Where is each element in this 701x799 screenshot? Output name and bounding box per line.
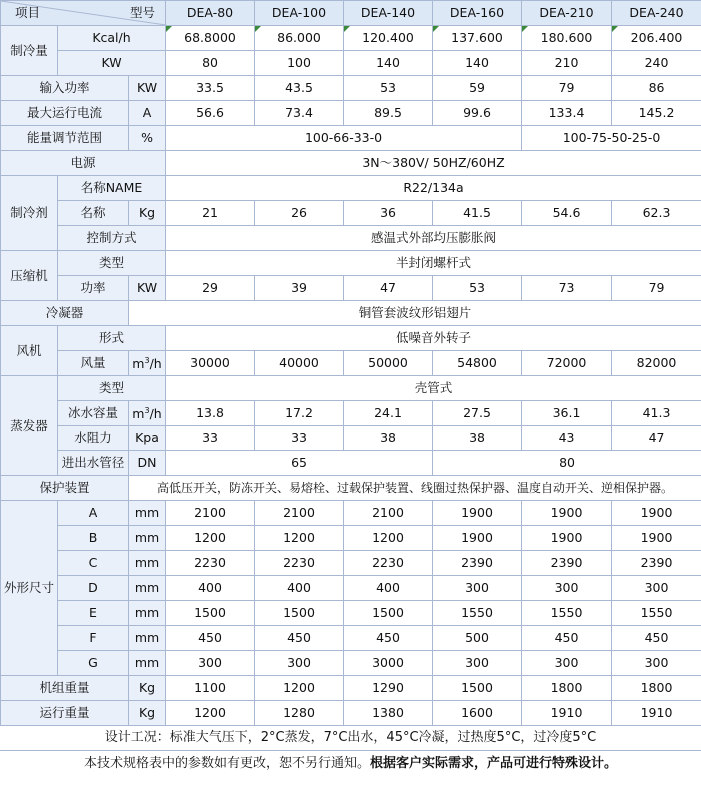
dimension-cell: 1900 (522, 526, 612, 551)
dimension-cell: 1900 (612, 501, 701, 526)
evaporator-resist-cell: 38 (433, 426, 522, 451)
evaporator-water-cell: 17.2 (255, 401, 344, 426)
dimension-cell: 2230 (166, 551, 255, 576)
fan-form-value: 低噪音外转子 (166, 326, 701, 351)
dimension-cell: 2100 (166, 501, 255, 526)
dimension-key: E (58, 601, 129, 626)
operating-weight-cell: 1280 (255, 701, 344, 726)
dimension-cell: 400 (344, 576, 433, 601)
evaporator-water-cell: 36.1 (522, 401, 612, 426)
model-header-cell: DEA-100 (255, 1, 344, 26)
dimension-unit: mm (129, 551, 166, 576)
refrigerant-label: 制冷剂 (1, 176, 58, 251)
dimension-cell: 300 (612, 651, 701, 676)
protection-value: 高低压开关，防冻开关、易熔栓、过载保护装置、线圈过热保护器、温度自动开关、逆相保护器。 (129, 476, 701, 501)
cooling-kcal-unit: Kcal/h (58, 26, 166, 51)
compressor-label: 压缩机 (1, 251, 58, 301)
compressor-power-cell: 73 (522, 276, 612, 301)
refrigerant-control-label: 控制方式 (58, 226, 166, 251)
unit-weight-cell: 1100 (166, 676, 255, 701)
condenser-label: 冷凝器 (1, 301, 129, 326)
evaporator-water-unit (129, 401, 166, 426)
max-current-cell: 99.6 (433, 101, 522, 126)
table-row (1, 701, 701, 726)
max-current-cell: 145.2 (612, 101, 701, 126)
table-row (1, 76, 701, 101)
dimension-cell: 1550 (612, 601, 701, 626)
table-row (1, 176, 701, 201)
dimension-cell: 300 (433, 651, 522, 676)
refrigerant-charge-unit: Kg (129, 201, 166, 226)
refrigerant-charge-cell: 41.5 (433, 201, 522, 226)
fan-flow-unit-sup: 3 (144, 356, 150, 366)
table-row (1, 251, 701, 276)
table-row (1, 626, 701, 651)
unit-weight-unit: Kg (129, 676, 166, 701)
evaporator-water-unit-base: m (132, 406, 145, 422)
compressor-power-cell: 79 (612, 276, 701, 301)
dimension-key: D (58, 576, 129, 601)
model-header-cell: DEA-80 (166, 1, 255, 26)
max-current-cell: 89.5 (344, 101, 433, 126)
operating-weight-cell: 1200 (166, 701, 255, 726)
table-row (1, 376, 701, 401)
dimension-cell: 300 (522, 576, 612, 601)
dimension-cell: 450 (522, 626, 612, 651)
operating-weight-label: 运行重量 (1, 701, 129, 726)
dimension-cell: 1550 (433, 601, 522, 626)
dimension-cell: 400 (166, 576, 255, 601)
evaporator-water-label: 冰水容量 (58, 401, 129, 426)
dimension-cell: 1900 (433, 526, 522, 551)
fan-flow-cell: 40000 (255, 351, 344, 376)
power-supply-label: 电源 (1, 151, 166, 176)
dimension-unit: mm (129, 501, 166, 526)
fan-flow-unit (129, 351, 166, 376)
table-row (1, 51, 701, 76)
dimension-cell: 300 (433, 576, 522, 601)
table-row (1, 26, 701, 51)
dimension-cell: 3000 (344, 651, 433, 676)
table-row (1, 651, 701, 676)
dimension-cell: 500 (433, 626, 522, 651)
evaporator-resist-label: 水阻力 (58, 426, 129, 451)
fan-flow-cell: 54800 (433, 351, 522, 376)
cooling-kw-cell: 80 (166, 51, 255, 76)
dimension-cell: 2390 (612, 551, 701, 576)
dimensions-label: 外形尺寸 (1, 501, 58, 676)
table-row (1, 226, 701, 251)
evaporator-water-unit-tail: /h (149, 406, 162, 422)
fan-label: 风机 (1, 326, 58, 376)
max-current-label: 最大运行电流 (1, 101, 129, 126)
spec-change-notice (0, 751, 701, 777)
fan-form-label: 形式 (58, 326, 166, 351)
cooling-kcal-cell: 180.600 (522, 26, 612, 51)
table-row (1, 101, 701, 126)
dimension-cell: 450 (344, 626, 433, 651)
evaporator-water-cell: 27.5 (433, 401, 522, 426)
cooling-kw-cell: 210 (522, 51, 612, 76)
evaporator-pipe-unit: DN (129, 451, 166, 476)
cooling-kcal-cell: 68.8000 (166, 26, 255, 51)
refrigerant-charge-label: 名称 (58, 201, 129, 226)
operating-weight-cell: 1380 (344, 701, 433, 726)
cooling-kcal-cell: 86.000 (255, 26, 344, 51)
compressor-power-unit: KW (129, 276, 166, 301)
evaporator-resist-cell: 38 (344, 426, 433, 451)
cooling-kw-cell: 140 (344, 51, 433, 76)
table-row (1, 551, 701, 576)
unit-weight-label: 机组重量 (1, 676, 129, 701)
dimension-unit: mm (129, 576, 166, 601)
header-row (1, 1, 701, 26)
table-row (1, 326, 701, 351)
dimension-cell: 450 (166, 626, 255, 651)
dimension-key: F (58, 626, 129, 651)
cooling-kw-cell: 140 (433, 51, 522, 76)
table-row (1, 401, 701, 426)
evaporator-resist-cell: 33 (255, 426, 344, 451)
fan-flow-cell: 72000 (522, 351, 612, 376)
fan-flow-unit-tail: /h (149, 356, 162, 372)
unit-weight-cell: 1290 (344, 676, 433, 701)
refrigerant-charge-cell: 21 (166, 201, 255, 226)
input-power-unit: KW (129, 76, 166, 101)
dimension-cell: 1200 (255, 526, 344, 551)
dimension-cell: 2390 (433, 551, 522, 576)
cooling-kw-cell: 100 (255, 51, 344, 76)
model-header: 型号 (130, 5, 156, 20)
dimension-key: G (58, 651, 129, 676)
table-row (1, 351, 701, 376)
table-row (1, 126, 701, 151)
model-header-cell: DEA-240 (612, 1, 701, 26)
dimension-cell: 450 (612, 626, 701, 651)
evaporator-water-cell: 24.1 (344, 401, 433, 426)
evaporator-resist-unit: Kpa (129, 426, 166, 451)
compressor-type-value: 半封闭螺杆式 (166, 251, 701, 276)
evaporator-water-cell: 41.3 (612, 401, 701, 426)
notice-plain: 本技术规格表中的参数如有更改，恕不另行通知。 (83, 756, 370, 771)
unit-weight-cell: 1800 (612, 676, 701, 701)
dimension-unit: mm (129, 601, 166, 626)
dimension-cell: 300 (166, 651, 255, 676)
table-row (1, 601, 701, 626)
compressor-power-cell: 53 (433, 276, 522, 301)
dimension-cell: 1500 (255, 601, 344, 626)
evaporator-pipe-right: 80 (433, 451, 701, 476)
capacity-range-left: 100-66-33-0 (166, 126, 522, 151)
design-condition-note: 设计工况：标准大气压下，2°C蒸发，7°C出水，45°C冷凝，过热度5°C，过冷度5°C (0, 726, 701, 751)
table-row (1, 426, 701, 451)
operating-weight-cell: 1910 (522, 701, 612, 726)
cooling-kw-cell: 240 (612, 51, 701, 76)
dimension-cell: 300 (522, 651, 612, 676)
dimension-cell: 1200 (166, 526, 255, 551)
capacity-range-right: 100-75-50-25-0 (522, 126, 701, 151)
input-power-cell: 53 (344, 76, 433, 101)
operating-weight-unit: Kg (129, 701, 166, 726)
evaporator-resist-cell: 43 (522, 426, 612, 451)
table-row (1, 576, 701, 601)
model-header-cell: DEA-140 (344, 1, 433, 26)
cooling-kcal-cell: 206.400 (612, 26, 701, 51)
cooling-kw-unit: KW (58, 51, 166, 76)
table-row (1, 276, 701, 301)
dimension-cell: 2100 (255, 501, 344, 526)
evaporator-type-value: 壳管式 (166, 376, 701, 401)
dimension-unit: mm (129, 651, 166, 676)
table-row (1, 451, 701, 476)
compressor-type-label: 类型 (58, 251, 166, 276)
fan-flow-unit-base: m (132, 356, 145, 372)
refrigerant-name-value: R22/134a (166, 176, 701, 201)
operating-weight-cell: 1600 (433, 701, 522, 726)
dimension-cell: 2100 (344, 501, 433, 526)
evaporator-type-label: 类型 (58, 376, 166, 401)
cooling-kcal-cell: 120.400 (344, 26, 433, 51)
input-power-label: 输入功率 (1, 76, 129, 101)
evaporator-resist-cell: 47 (612, 426, 701, 451)
model-header-cell: DEA-160 (433, 1, 522, 26)
cooling-capacity-label: 制冷量 (1, 26, 58, 76)
fan-flow-label: 风量 (58, 351, 129, 376)
table-row (1, 501, 701, 526)
power-supply-value: 3N～380V/ 50HZ/60HZ (166, 151, 701, 176)
input-power-cell: 59 (433, 76, 522, 101)
dimension-cell: 2390 (522, 551, 612, 576)
compressor-power-cell: 29 (166, 276, 255, 301)
table-row (1, 476, 701, 501)
evaporator-label: 蒸发器 (1, 376, 58, 476)
fan-flow-cell: 30000 (166, 351, 255, 376)
dimension-key: B (58, 526, 129, 551)
dimension-key: C (58, 551, 129, 576)
cooling-kcal-cell: 137.600 (433, 26, 522, 51)
evaporator-water-unit-sup: 3 (144, 406, 150, 416)
dimension-cell: 2230 (255, 551, 344, 576)
input-power-cell: 43.5 (255, 76, 344, 101)
capacity-range-label: 能量调节范围 (1, 126, 129, 151)
refrigerant-charge-cell: 26 (255, 201, 344, 226)
dimension-unit: mm (129, 526, 166, 551)
dimension-cell: 2230 (344, 551, 433, 576)
dimension-unit: mm (129, 626, 166, 651)
dimension-cell: 1900 (612, 526, 701, 551)
input-power-cell: 33.5 (166, 76, 255, 101)
table-row (1, 676, 701, 701)
max-current-cell: 73.4 (255, 101, 344, 126)
evaporator-pipe-left: 65 (166, 451, 433, 476)
evaporator-resist-cell: 33 (166, 426, 255, 451)
protection-label: 保护装置 (1, 476, 129, 501)
compressor-power-cell: 47 (344, 276, 433, 301)
dimension-cell: 300 (255, 651, 344, 676)
compressor-power-cell: 39 (255, 276, 344, 301)
refrigerant-control-value: 感温式外部均压膨胀阀 (166, 226, 701, 251)
model-header-cell: DEA-210 (522, 1, 612, 26)
compressor-power-label: 功率 (58, 276, 129, 301)
dimension-key: A (58, 501, 129, 526)
condenser-value: 铜管套波纹形铝翅片 (129, 301, 701, 326)
evaporator-water-cell: 13.8 (166, 401, 255, 426)
dimension-cell: 1200 (344, 526, 433, 551)
dimension-cell: 1900 (522, 501, 612, 526)
input-power-cell: 79 (522, 76, 612, 101)
dimension-cell: 1500 (166, 601, 255, 626)
header-corner-cell (1, 1, 166, 26)
unit-weight-cell: 1500 (433, 676, 522, 701)
refrigerant-charge-cell: 62.3 (612, 201, 701, 226)
dimension-cell: 450 (255, 626, 344, 651)
item-header: 项目 (15, 5, 41, 20)
max-current-cell: 56.6 (166, 101, 255, 126)
table-row (1, 526, 701, 551)
unit-weight-cell: 1200 (255, 676, 344, 701)
notice-bold: 根据客户实际需求，产品可进行特殊设计。 (370, 756, 618, 771)
fan-flow-cell: 82000 (612, 351, 701, 376)
table-row (1, 151, 701, 176)
capacity-range-unit: % (129, 126, 166, 151)
max-current-cell: 133.4 (522, 101, 612, 126)
table-row (1, 201, 701, 226)
refrigerant-charge-cell: 36 (344, 201, 433, 226)
max-current-unit: A (129, 101, 166, 126)
evaporator-pipe-label: 进出水管径 (58, 451, 129, 476)
refrigerant-name-label: 名称NAME (58, 176, 166, 201)
dimension-cell: 300 (612, 576, 701, 601)
operating-weight-cell: 1910 (612, 701, 701, 726)
dimension-cell: 400 (255, 576, 344, 601)
input-power-cell: 86 (612, 76, 701, 101)
table-row (1, 301, 701, 326)
unit-weight-cell: 1800 (522, 676, 612, 701)
dimension-cell: 1900 (433, 501, 522, 526)
fan-flow-cell: 50000 (344, 351, 433, 376)
dimension-cell: 1550 (522, 601, 612, 626)
dimension-cell: 1500 (344, 601, 433, 626)
refrigerant-charge-cell: 54.6 (522, 201, 612, 226)
